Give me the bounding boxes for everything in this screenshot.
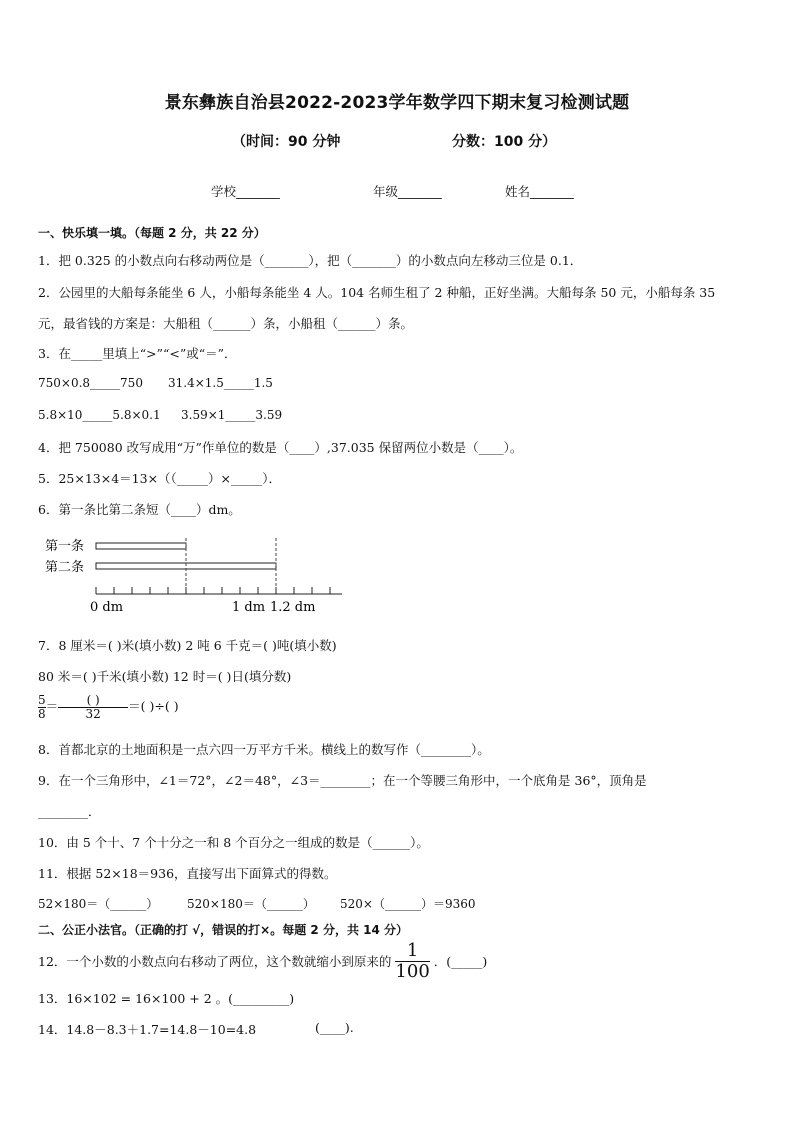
question-3-item-a: 750×0.8_____750 xyxy=(38,376,143,390)
segment-diagram xyxy=(40,532,350,616)
page-title: 景东彝族自治县2022-2023学年数学四下期末复习检测试题 xyxy=(164,93,630,113)
section-1-heading: 一、快乐填一填。（每题 2 分，共 22 分） xyxy=(38,226,266,240)
question-11: 11．根据 52×18＝936，直接写出下面算式的得数。 xyxy=(38,866,337,881)
question-7-line-1: 7．8 厘米＝( )米(填小数) 2 吨 6 千克＝( )吨(填小数) xyxy=(38,638,337,653)
question-14-text: 14．14.8－8.3＋1.7=14.8－10=4.8 xyxy=(38,1022,257,1037)
fraction-numerator: 1 xyxy=(406,939,419,961)
question-2-line-2: 元，最省钱的方案是：大船租（______）条，小船租（______）条。 xyxy=(38,316,414,331)
school-field: 学校_______ xyxy=(211,184,280,199)
fraction-numerator-blank: ( ) xyxy=(86,693,100,707)
fraction-blank-32 xyxy=(58,694,128,720)
section-2-heading: 二、公正小法官。（正确的打 √，错误的打×。每题 2 分，共 14 分） xyxy=(38,923,408,937)
question-14-blank: (____). xyxy=(315,1020,354,1035)
question-6: 6．第一条比第二条短（____）dm。 xyxy=(38,502,241,517)
question-3-item-d: 3.59×1_____3.59 xyxy=(181,408,283,422)
segment-1-bar xyxy=(96,543,186,549)
fraction-5-8 xyxy=(38,694,46,720)
grade-field: 年级_______ xyxy=(373,184,442,199)
question-12 xyxy=(38,941,487,981)
question-7-line-3 xyxy=(38,694,179,720)
fraction-denominator: 8 xyxy=(38,706,46,721)
fraction-denominator: 100 xyxy=(395,960,430,982)
question-1: 1．把 0.325 的小数点向右移动两位是（_______），把（_______）的小数点向左移动三位是 0.1． xyxy=(38,253,583,268)
tick-label-1: 1 dm xyxy=(232,600,266,615)
question-4: 4．把 750080 改写成用“万”作单位的数是（____）,37.035 保留两位小数是（____）。 xyxy=(38,440,523,455)
tick-label-2: 1.2 dm xyxy=(270,600,316,615)
segment-2-label: 第二条 xyxy=(45,560,85,575)
fraction-denominator: 32 xyxy=(85,706,101,721)
question-12-blank: ．(_____) xyxy=(433,954,488,969)
question-5: 5．25×13×4＝13×（（_____）×_____）． xyxy=(38,471,282,486)
division-blank: ＝( )÷( ) xyxy=(128,698,179,714)
question-9-line-2: ________． xyxy=(38,804,101,819)
question-11-item-c: 520×（______）＝9360 xyxy=(340,897,476,911)
name-field: 姓名_______ xyxy=(505,184,574,199)
segment-1-label: 第一条 xyxy=(45,539,85,554)
axis-ticks xyxy=(96,587,330,594)
question-11-item-a: 52×180＝（______） xyxy=(38,897,159,911)
equals-sign: ＝ xyxy=(45,698,59,714)
score-label: 分数：100 分） xyxy=(452,134,557,150)
question-2-line-1: 2．公园里的大船每条能坐 6 人，小船每条能坐 4 人。104 名师生租了 2 种船，正好坐满。大船每条 50 元，小船每条 35 xyxy=(38,285,716,300)
question-13: 13．16×102 = 16×100 + 2 。(_________) xyxy=(38,991,295,1006)
question-9-line-1: 9．在一个三角形中，∠1＝72°，∠2＝48°，∠3＝________；在一个等腰三角形中，一个底角是 36°，顶角是 xyxy=(38,773,647,788)
question-3-item-c: 5.8×10_____5.8×0.1 xyxy=(38,408,161,422)
tick-label-0: 0 dm xyxy=(90,600,124,615)
fraction-numerator: 5 xyxy=(38,693,46,707)
question-8: 8．首都北京的土地面积是一点六四一万平方千米。横线上的数写作（________）。 xyxy=(38,742,490,757)
question-3: 3．在_____里填上“>”“<”或“＝”． xyxy=(38,346,237,361)
question-11-item-b: 520×180＝（______） xyxy=(187,897,315,911)
question-12-text: 12．一个小数的小数点向右移动了两位，这个数就缩小到原来的 xyxy=(38,954,392,969)
question-3-item-b: 31.4×1.5_____1.5 xyxy=(168,376,273,390)
time-label: （时间：90 分钟 xyxy=(232,134,341,150)
fraction-1-100 xyxy=(395,939,430,982)
question-10: 10．由 5 个十、7 个十分之一和 8 个百分之一组成的数是（______）。 xyxy=(38,835,429,850)
question-7-line-2: 80 米＝( )千米(填小数) 12 时＝( )日(填分数) xyxy=(38,669,292,684)
